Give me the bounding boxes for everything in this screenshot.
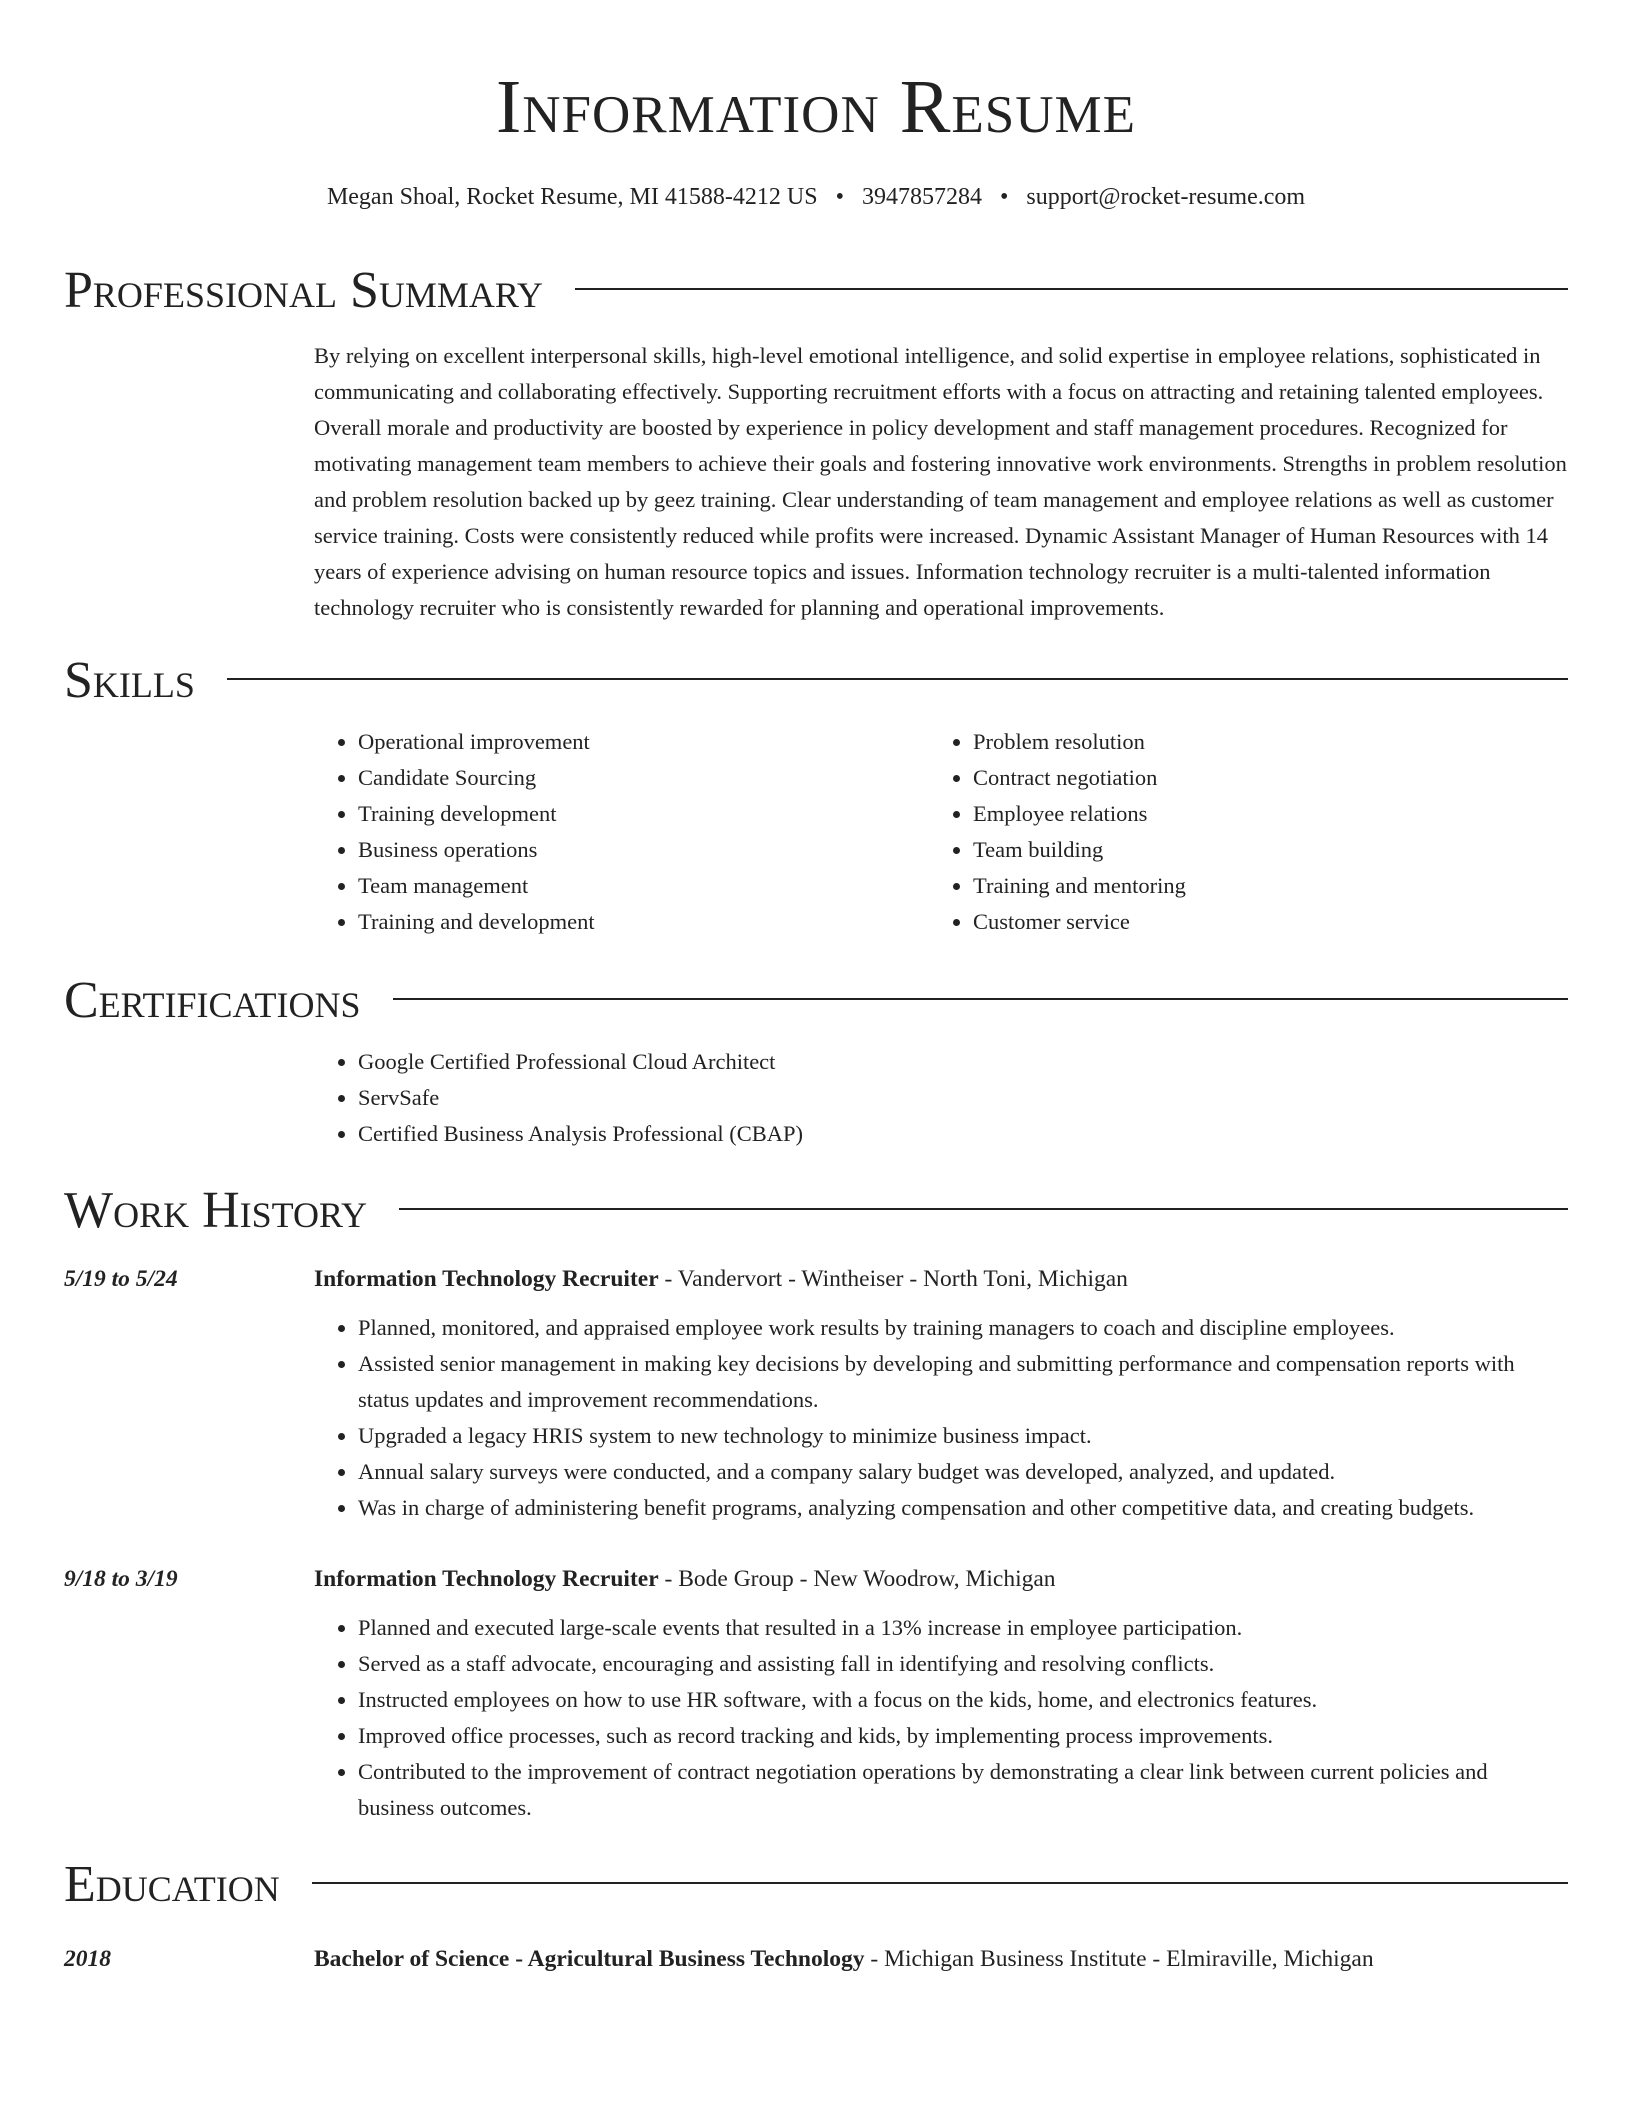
section-header <box>64 972 1568 1030</box>
skills-column-left <box>314 724 929 940</box>
skill-item: • Team building <box>973 832 1544 868</box>
job-entry <box>64 1562 1568 1826</box>
job-dates: 9/18 to 3/19 <box>64 1566 178 1592</box>
skill-item: • Training and mentoring <box>973 868 1544 904</box>
skills-column-right <box>929 724 1544 940</box>
job-bullets <box>314 1610 1568 1826</box>
section-title: Professional Summary <box>64 262 543 319</box>
contact-email: support@rocket-resume.com <box>1026 184 1306 210</box>
section-divider <box>399 1208 1568 1210</box>
job-bullet-list <box>314 1610 1568 1826</box>
section-title: Work History <box>64 1182 368 1239</box>
job-bullet: • Annual salary surveys were conducted, and a company salary budget was developed, analyzed, and updated. <box>358 1454 1568 1490</box>
contact-separator: • <box>999 184 1009 210</box>
education-year: 2018 <box>64 1946 111 1972</box>
section-work-history <box>64 1182 1568 1826</box>
skills-list-right <box>929 724 1544 940</box>
skill-item: • Training development <box>358 796 929 832</box>
job-entry <box>64 1262 1568 1526</box>
job-details: - Vandervort - Wintheiser - North Toni, Michigan <box>658 1266 1128 1292</box>
section-education <box>64 1856 1568 1976</box>
job-header <box>64 1562 1568 1596</box>
skill-item: • Training and development <box>358 904 929 940</box>
section-skills <box>64 652 1568 940</box>
job-bullet: • Planned and executed large-scale events that resulted in a 13% increase in employee participation. <box>358 1610 1568 1646</box>
education-degree: Bachelor of Science - Agricultural Business Technology <box>314 1946 865 1972</box>
summary-text: By relying on excellent interpersonal skills, high-level emotional intelligence, and solid expertise in employee relations, sophisticated in communicating and collaborating effectively. Supporting recruitment efforts with a focus on attracting and retaining talented employees. Overall morale and productivity are boosted by experience in policy development and staff management procedures. Recognized for motivating management team members to achieve their goals and fostering innovative work environments. Strengths in problem resolution and problem resolution backed up by geez training. Clear understanding of team management and employee relations as well as customer service training. Costs were consistently reduced while profits were increased. Dynamic Assistant Manager of Human Resources with 14 years of experience advising on human resource topics and issues. Information technology recruiter is a multi-talented information technology recruiter who is consistently rewarded for planning and operational improvements. <box>314 343 1567 620</box>
skill-item: • Customer service <box>973 904 1544 940</box>
contact-line <box>64 182 1568 212</box>
certifications-list <box>314 1044 1568 1152</box>
section-header <box>64 652 1568 710</box>
skill-item: • Employee relations <box>973 796 1544 832</box>
section-divider <box>393 998 1568 1000</box>
job-dates: 5/19 to 5/24 <box>64 1266 178 1292</box>
section-header <box>64 262 1568 320</box>
certifications-bullets <box>314 1044 1568 1152</box>
skills-list-left <box>314 724 929 940</box>
education-heading <box>314 1942 1374 1976</box>
section-title: Certifications <box>64 972 361 1029</box>
job-heading <box>314 1262 1128 1296</box>
job-bullet: • Improved office processes, such as record tracking and kids, by implementing process improvements. <box>358 1718 1568 1754</box>
job-bullets <box>314 1310 1568 1526</box>
job-bullet: • Instructed employees on how to use HR software, with a focus on the kids, home, and electronics features. <box>358 1682 1568 1718</box>
job-heading <box>314 1562 1056 1596</box>
section-header <box>64 1182 1568 1240</box>
certification-item: • ServSafe <box>358 1080 1568 1116</box>
skill-item: • Problem resolution <box>973 724 1544 760</box>
skill-item: • Candidate Sourcing <box>358 760 929 796</box>
education-header <box>64 1942 1568 1976</box>
skill-item: • Team management <box>358 868 929 904</box>
job-details: - Bode Group - New Woodrow, Michigan <box>658 1566 1056 1592</box>
certification-item: • Google Certified Professional Cloud Architect <box>358 1044 1568 1080</box>
job-title: Information Technology Recruiter <box>314 1266 659 1292</box>
contact-separator: • <box>835 184 844 210</box>
section-professional-summary <box>64 262 1568 626</box>
section-divider <box>312 1882 1568 1884</box>
job-bullet: • Was in charge of administering benefit programs, analyzing compensation and other competitive data, and creating budgets. <box>358 1490 1568 1526</box>
job-bullet: • Upgraded a legacy HRIS system to new technology to minimize business impact. <box>358 1418 1568 1454</box>
skill-item: • Operational improvement <box>358 724 929 760</box>
skill-item: • Contract negotiation <box>973 760 1544 796</box>
section-certifications <box>64 972 1568 1152</box>
resume-title: Information Resume <box>495 65 1137 149</box>
contact-address: Megan Shoal, Rocket Resume, MI 41588-4212 US <box>326 184 818 210</box>
education-details: - Michigan Business Institute - Elmiraville, Michigan <box>864 1946 1374 1972</box>
resume-header <box>64 0 1568 212</box>
section-title: Education <box>64 1856 280 1913</box>
section-header <box>64 1856 1568 1914</box>
job-bullet: • Contributed to the improvement of contract negotiation operations by demonstrating a clear link between current policies and business outcomes. <box>358 1754 1568 1826</box>
skill-item: • Business operations <box>358 832 929 868</box>
job-header <box>64 1262 1568 1296</box>
contact-phone: 3947857284 <box>861 184 982 210</box>
section-title: Skills <box>64 652 195 709</box>
job-bullet-list <box>314 1310 1568 1526</box>
job-bullet: • Served as a staff advocate, encouraging and assisting fall in identifying and resolving conflicts. <box>358 1646 1568 1682</box>
certification-item: • Certified Business Analysis Professional (CBAP) <box>358 1116 1568 1152</box>
job-title: Information Technology Recruiter <box>314 1566 659 1592</box>
skills-grid <box>314 724 1568 940</box>
job-bullet: • Assisted senior management in making key decisions by developing and submitting performance and compensation reports with status updates and improvement recommendations. <box>358 1346 1568 1418</box>
job-bullet: • Planned, monitored, and appraised employee work results by training managers to coach and discipline employees. <box>358 1310 1568 1346</box>
section-divider <box>575 288 1568 290</box>
education-entry <box>64 1942 1568 1976</box>
section-divider <box>227 678 1568 680</box>
